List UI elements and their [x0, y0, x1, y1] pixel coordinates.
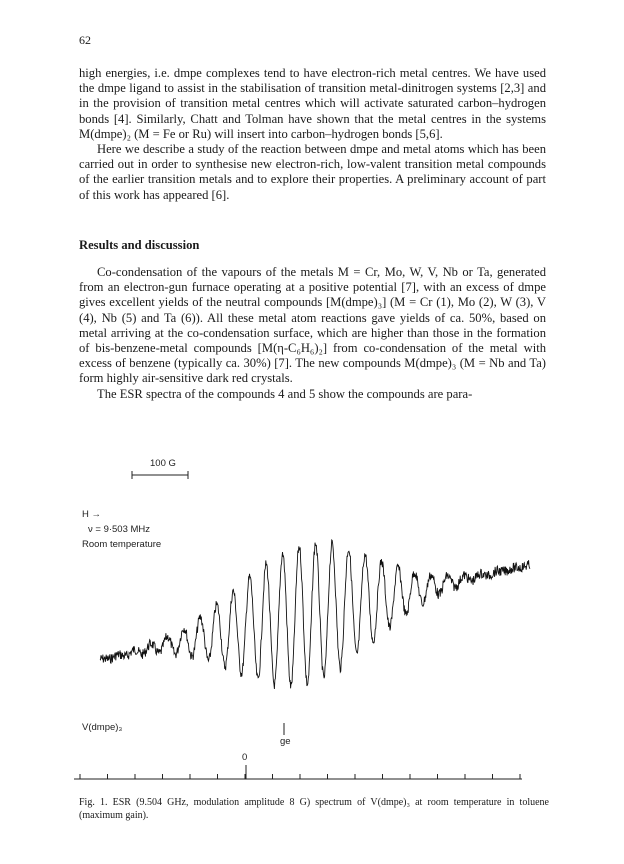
esr-spectrum-plot — [70, 455, 540, 790]
paragraph: Here we describe a study of the reaction between dmpe and metal atoms which has been carried out in order to synthesise new electron-rich, low-valent transition metal compounds of the earlier transition metals and to explore their properties. A preliminary account of part of this work has appeared [6]. — [79, 142, 546, 202]
field-direction-label: H → — [82, 509, 101, 520]
paragraph: high energies, i.e. dmpe complexes tend to have electron-rich metal centres. We have used the dmpe ligand to assist in the stabilisation of transition metal-dinitrogen systems [2,3] and in the provision of transition metal centres which will activate saturated carbon–hydrogen bonds [4]. Similarly, Chatt and Tolman have shown that the metal centres in the systems M(dmpe)₂ (M = Fe or Ru) will insert into carbon–hydrogen bonds [5,6]. — [79, 66, 546, 141]
paragraph: The ESR spectra of the compounds 4 and 5 show the compounds are para- — [97, 386, 473, 401]
section-heading: Results and discussion — [79, 238, 200, 252]
frequency-label: ν = 9·503 MHz — [88, 524, 151, 535]
esr-spectrum-figure — [70, 455, 540, 790]
ge-label: ge — [280, 736, 291, 747]
temperature-label: Room temperature — [82, 539, 162, 550]
compound-label: V(dmpe)₃ — [82, 722, 123, 733]
scale-bar-label: 100 G — [150, 458, 176, 469]
page-number: 62 — [79, 33, 91, 47]
paragraph: Co-condensation of the vapours of the metals M = Cr, Mo, W, V, Nb or Ta, generated from an electron-gun furnace operating at a positive potential [7], with an excess of dmpe gives excellent yields of the neutral compounds [M(dmpe)₃] (M = Cr (1), Mo (2), W (3), V (4), Nb (5) and Ta (6)). All these metal atom reactions gave yields of ca. 50%, based on metal arriving at the co-condensation surface, which are higher than those in the formation of bis-benzene-metal compounds [M(η-C₆H₆)₂] from co-condensation of the metal with excess of benzene (typically ca. 30%) [7]. The new compounds M(dmpe)₃ (M = Nb and Ta) form highly air-sensitive dark red crystals. — [79, 265, 546, 386]
zero-label: 0 — [242, 752, 248, 763]
intro-text — [79, 66, 546, 203]
axis-ticks — [80, 774, 520, 779]
results-text — [79, 265, 546, 402]
figure-caption: Fig. 1. ESR (9.504 GHz, modulation amplitude 8 G) spectrum of V(dmpe)₃ at room temperature in toluene (maximum gain). — [79, 797, 549, 821]
spectrum-trace — [100, 540, 530, 689]
